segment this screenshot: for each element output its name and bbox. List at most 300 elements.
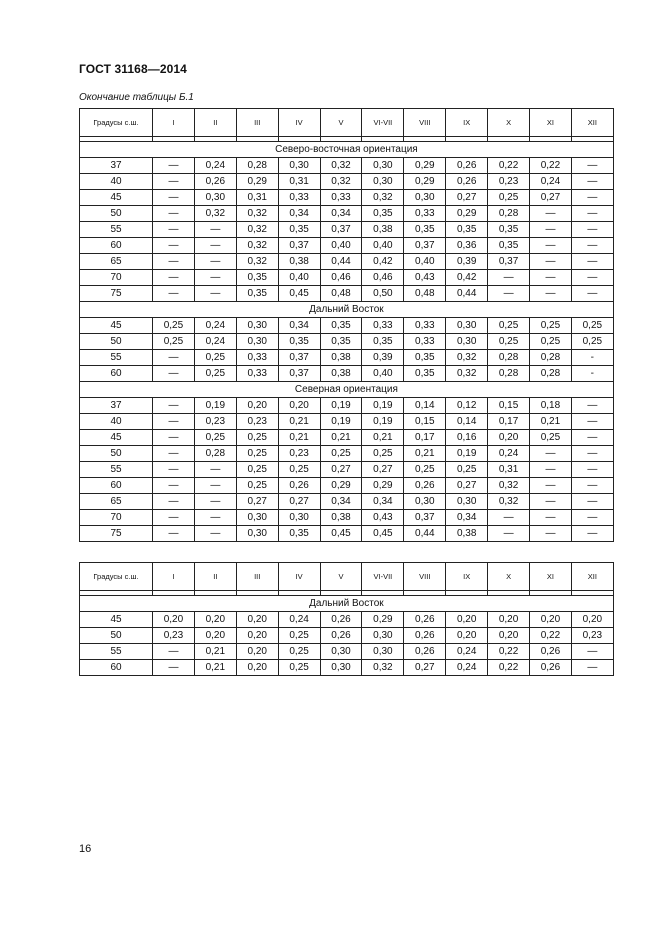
value-cell: 0,30 [446, 334, 488, 350]
column-header-month: III [236, 563, 278, 591]
value-cell: 0,27 [446, 190, 488, 206]
value-cell: 0,39 [446, 254, 488, 270]
column-header-month: IX [446, 563, 488, 591]
value-cell: 0,20 [236, 660, 278, 676]
value-cell: — [194, 270, 236, 286]
value-cell: 0,33 [362, 318, 404, 334]
value-cell: 0,21 [278, 430, 320, 446]
value-cell: 0,26 [404, 612, 446, 628]
latitude-cell: 75 [80, 286, 153, 302]
value-cell: 0,17 [488, 414, 530, 430]
table-row [80, 414, 614, 430]
value-cell: 0,17 [404, 430, 446, 446]
value-cell: 0,28 [530, 350, 572, 366]
value-cell: 0,35 [278, 334, 320, 350]
value-cell: 0,45 [320, 526, 362, 542]
value-cell: 0,25 [571, 318, 613, 334]
value-cell: — [153, 190, 195, 206]
value-cell: 0,37 [278, 238, 320, 254]
value-cell: 0,25 [278, 462, 320, 478]
value-cell: 0,20 [236, 644, 278, 660]
table-row [80, 510, 614, 526]
latitude-cell: 37 [80, 158, 153, 174]
value-cell: 0,20 [488, 430, 530, 446]
value-cell: — [153, 366, 195, 382]
table-body [80, 142, 614, 542]
value-cell: 0,27 [362, 462, 404, 478]
value-cell: 0,29 [404, 174, 446, 190]
latitude-cell: 45 [80, 612, 153, 628]
value-cell: 0,25 [236, 462, 278, 478]
value-cell: 0,48 [404, 286, 446, 302]
value-cell: 0,23 [153, 628, 195, 644]
value-cell: 0,40 [320, 238, 362, 254]
column-header-month: IX [446, 109, 488, 137]
value-cell: 0,26 [320, 612, 362, 628]
column-header-month: VI-VII [362, 563, 404, 591]
value-cell: 0,32 [488, 478, 530, 494]
value-cell: — [194, 478, 236, 494]
value-cell: 0,32 [446, 350, 488, 366]
latitude-cell: 40 [80, 414, 153, 430]
value-cell: — [153, 158, 195, 174]
value-cell: 0,14 [404, 398, 446, 414]
value-cell: - [571, 350, 613, 366]
value-cell: — [530, 478, 572, 494]
data-table-main [79, 108, 614, 542]
value-cell: 0,30 [362, 644, 404, 660]
value-cell: — [153, 238, 195, 254]
value-cell: 0,25 [488, 190, 530, 206]
value-cell: 0,44 [446, 286, 488, 302]
value-cell: — [571, 430, 613, 446]
value-cell: 0,31 [278, 174, 320, 190]
latitude-cell: 37 [80, 398, 153, 414]
value-cell: 0,37 [488, 254, 530, 270]
table-row [80, 158, 614, 174]
value-cell: 0,24 [194, 158, 236, 174]
value-cell: 0,38 [320, 366, 362, 382]
value-cell: 0,20 [236, 398, 278, 414]
page-number: 16 [79, 843, 92, 855]
value-cell: — [153, 462, 195, 478]
value-cell: 0,28 [236, 158, 278, 174]
value-cell: 0,28 [488, 366, 530, 382]
value-cell: - [571, 366, 613, 382]
value-cell: 0,32 [362, 190, 404, 206]
value-cell: 0,42 [362, 254, 404, 270]
value-cell: 0,30 [362, 174, 404, 190]
value-cell: 0,34 [278, 318, 320, 334]
document-title: ГОСТ 31168—2014 [79, 62, 187, 76]
value-cell: 0,43 [362, 510, 404, 526]
value-cell: — [194, 286, 236, 302]
value-cell: 0,25 [236, 446, 278, 462]
table-row [80, 174, 614, 190]
value-cell: 0,43 [404, 270, 446, 286]
column-header-month: V [320, 563, 362, 591]
value-cell: 0,25 [236, 430, 278, 446]
value-cell: — [571, 494, 613, 510]
value-cell: 0,23 [278, 446, 320, 462]
value-cell: 0,32 [236, 222, 278, 238]
table-row [80, 350, 614, 366]
value-cell: 0,27 [236, 494, 278, 510]
value-cell: — [571, 414, 613, 430]
value-cell: 0,20 [236, 628, 278, 644]
table-row [80, 318, 614, 334]
column-header-month: X [488, 563, 530, 591]
table-row [80, 494, 614, 510]
table-row [80, 612, 614, 628]
table-row [80, 254, 614, 270]
column-header-latitude: Градусы с.ш. [80, 109, 153, 137]
value-cell: 0,35 [278, 222, 320, 238]
value-cell: 0,30 [278, 510, 320, 526]
value-cell: 0,24 [278, 612, 320, 628]
value-cell: 0,24 [194, 334, 236, 350]
value-cell: 0,33 [278, 190, 320, 206]
table-row [80, 526, 614, 542]
value-cell: 0,27 [320, 462, 362, 478]
value-cell: — [571, 526, 613, 542]
value-cell: 0,26 [320, 628, 362, 644]
column-header-month: II [194, 563, 236, 591]
value-cell: 0,25 [194, 430, 236, 446]
value-cell: 0,28 [488, 350, 530, 366]
value-cell: 0,20 [278, 398, 320, 414]
value-cell: 0,21 [404, 446, 446, 462]
value-cell: 0,29 [236, 174, 278, 190]
section-row [80, 596, 614, 612]
value-cell: — [153, 510, 195, 526]
value-cell: 0,21 [278, 414, 320, 430]
section-row [80, 382, 614, 398]
column-header-month: VIII [404, 109, 446, 137]
value-cell: 0,25 [278, 628, 320, 644]
table-row [80, 206, 614, 222]
value-cell: 0,25 [362, 446, 404, 462]
value-cell: 0,38 [320, 510, 362, 526]
value-cell: 0,46 [362, 270, 404, 286]
value-cell: 0,33 [320, 190, 362, 206]
value-cell: 0,20 [446, 612, 488, 628]
value-cell: 0,20 [530, 612, 572, 628]
value-cell: 0,38 [446, 526, 488, 542]
value-cell: 0,29 [404, 158, 446, 174]
value-cell: 0,27 [404, 660, 446, 676]
latitude-cell: 55 [80, 350, 153, 366]
value-cell: 0,25 [320, 446, 362, 462]
value-cell: 0,42 [446, 270, 488, 286]
value-cell: 0,25 [488, 334, 530, 350]
latitude-cell: 65 [80, 254, 153, 270]
value-cell: 0,48 [320, 286, 362, 302]
value-cell: 0,20 [446, 628, 488, 644]
value-cell: 0,25 [530, 318, 572, 334]
value-cell: — [571, 478, 613, 494]
value-cell: — [571, 398, 613, 414]
latitude-cell: 45 [80, 190, 153, 206]
value-cell: 0,30 [236, 526, 278, 542]
value-cell: 0,36 [446, 238, 488, 254]
value-cell: — [153, 286, 195, 302]
latitude-cell: 50 [80, 446, 153, 462]
value-cell: — [194, 238, 236, 254]
value-cell: 0,29 [446, 206, 488, 222]
table-row [80, 478, 614, 494]
latitude-cell: 55 [80, 462, 153, 478]
value-cell: 0,25 [488, 318, 530, 334]
value-cell: 0,22 [488, 644, 530, 660]
value-cell: 0,33 [236, 350, 278, 366]
value-cell: 0,46 [320, 270, 362, 286]
value-cell: — [530, 494, 572, 510]
section-title: Северо-восточная ориентация [80, 142, 614, 158]
column-header-month: III [236, 109, 278, 137]
value-cell: 0,35 [446, 222, 488, 238]
value-cell: — [153, 644, 195, 660]
value-cell: 0,22 [488, 158, 530, 174]
table-row [80, 334, 614, 350]
value-cell: 0,27 [278, 494, 320, 510]
table-row [80, 190, 614, 206]
value-cell: 0,22 [530, 158, 572, 174]
value-cell: — [153, 206, 195, 222]
value-cell: 0,35 [236, 270, 278, 286]
value-cell: — [194, 526, 236, 542]
value-cell: 0,20 [194, 612, 236, 628]
column-header-month: XI [530, 563, 572, 591]
value-cell: 0,15 [488, 398, 530, 414]
value-cell: — [194, 222, 236, 238]
value-cell: 0,32 [236, 206, 278, 222]
latitude-cell: 50 [80, 628, 153, 644]
value-cell: — [153, 446, 195, 462]
value-cell: 0,30 [194, 190, 236, 206]
value-cell: — [153, 350, 195, 366]
column-header-month: VI-VII [362, 109, 404, 137]
value-cell: 0,34 [278, 206, 320, 222]
value-cell: — [153, 414, 195, 430]
value-cell: 0,39 [362, 350, 404, 366]
value-cell: — [571, 174, 613, 190]
value-cell: — [571, 190, 613, 206]
section-title: Дальний Восток [80, 302, 614, 318]
table-row [80, 286, 614, 302]
value-cell: 0,24 [488, 446, 530, 462]
value-cell: — [571, 660, 613, 676]
value-cell: — [194, 462, 236, 478]
value-cell: 0,26 [404, 628, 446, 644]
value-cell: 0,30 [320, 644, 362, 660]
value-cell: 0,30 [236, 510, 278, 526]
value-cell: 0,18 [530, 398, 572, 414]
latitude-cell: 65 [80, 494, 153, 510]
value-cell: — [530, 206, 572, 222]
value-cell: — [530, 270, 572, 286]
value-cell: 0,19 [320, 398, 362, 414]
value-cell: 0,24 [446, 660, 488, 676]
value-cell: — [153, 270, 195, 286]
latitude-cell: 60 [80, 660, 153, 676]
value-cell: 0,23 [236, 414, 278, 430]
value-cell: 0,33 [404, 206, 446, 222]
value-cell: — [530, 238, 572, 254]
value-cell: 0,45 [278, 286, 320, 302]
value-cell: 0,28 [194, 446, 236, 462]
value-cell: — [194, 510, 236, 526]
value-cell: — [194, 494, 236, 510]
value-cell: 0,35 [404, 350, 446, 366]
value-cell: 0,25 [404, 462, 446, 478]
value-cell: — [571, 158, 613, 174]
value-cell: 0,37 [278, 366, 320, 382]
value-cell: 0,30 [404, 190, 446, 206]
value-cell: — [153, 526, 195, 542]
value-cell: 0,19 [320, 414, 362, 430]
value-cell: 0,14 [446, 414, 488, 430]
value-cell: 0,29 [362, 612, 404, 628]
value-cell: 0,40 [404, 254, 446, 270]
value-cell: 0,35 [236, 286, 278, 302]
value-cell: 0,21 [320, 430, 362, 446]
value-cell: 0,26 [404, 644, 446, 660]
value-cell: 0,35 [404, 222, 446, 238]
value-cell: 0,33 [404, 334, 446, 350]
column-header-month: XII [571, 563, 613, 591]
value-cell: 0,37 [320, 222, 362, 238]
value-cell: 0,25 [278, 644, 320, 660]
value-cell: — [153, 660, 195, 676]
value-cell: 0,31 [236, 190, 278, 206]
value-cell: — [571, 286, 613, 302]
value-cell: 0,37 [404, 238, 446, 254]
value-cell: 0,32 [236, 254, 278, 270]
header-row [80, 109, 614, 137]
column-header-month: XI [530, 109, 572, 137]
section-title: Северная ориентация [80, 382, 614, 398]
value-cell: — [571, 446, 613, 462]
value-cell: 0,19 [194, 398, 236, 414]
value-cell: 0,44 [404, 526, 446, 542]
value-cell: 0,35 [278, 526, 320, 542]
value-cell: 0,38 [362, 222, 404, 238]
value-cell: 0,45 [362, 526, 404, 542]
value-cell: 0,32 [236, 238, 278, 254]
value-cell: 0,28 [530, 366, 572, 382]
value-cell: — [488, 286, 530, 302]
value-cell: 0,28 [488, 206, 530, 222]
value-cell: 0,40 [362, 238, 404, 254]
table-row [80, 222, 614, 238]
value-cell: — [153, 222, 195, 238]
value-cell: 0,25 [278, 660, 320, 676]
value-cell: 0,20 [488, 628, 530, 644]
value-cell: 0,15 [404, 414, 446, 430]
value-cell: 0,25 [194, 366, 236, 382]
latitude-cell: 45 [80, 318, 153, 334]
table-header [80, 109, 614, 142]
value-cell: 0,35 [404, 366, 446, 382]
latitude-cell: 75 [80, 526, 153, 542]
latitude-cell: 70 [80, 510, 153, 526]
value-cell: 0,21 [194, 660, 236, 676]
value-cell: 0,35 [362, 206, 404, 222]
value-cell: 0,26 [446, 158, 488, 174]
value-cell: — [571, 222, 613, 238]
column-header-month: VIII [404, 563, 446, 591]
value-cell: 0,20 [236, 612, 278, 628]
section-row [80, 142, 614, 158]
value-cell: 0,34 [446, 510, 488, 526]
value-cell: 0,26 [530, 644, 572, 660]
column-header-month: XII [571, 109, 613, 137]
column-header-month: II [194, 109, 236, 137]
value-cell: 0,27 [446, 478, 488, 494]
table-row [80, 462, 614, 478]
table-row [80, 430, 614, 446]
value-cell: 0,20 [488, 612, 530, 628]
value-cell: 0,32 [320, 174, 362, 190]
value-cell: 0,25 [530, 430, 572, 446]
latitude-cell: 45 [80, 430, 153, 446]
value-cell: 0,30 [446, 494, 488, 510]
value-cell: — [153, 398, 195, 414]
value-cell: 0,23 [194, 414, 236, 430]
value-cell: 0,26 [194, 174, 236, 190]
column-header-latitude: Градусы с.ш. [80, 563, 153, 591]
value-cell: 0,25 [194, 350, 236, 366]
value-cell: 0,37 [404, 510, 446, 526]
latitude-cell: 50 [80, 334, 153, 350]
value-cell: — [530, 222, 572, 238]
latitude-cell: 55 [80, 222, 153, 238]
value-cell: 0,23 [571, 628, 613, 644]
value-cell: 0,29 [362, 478, 404, 494]
value-cell: 0,30 [446, 318, 488, 334]
value-cell: 0,35 [320, 318, 362, 334]
section-title: Дальний Восток [80, 596, 614, 612]
value-cell: 0,25 [571, 334, 613, 350]
value-cell: 0,33 [236, 366, 278, 382]
value-cell: — [530, 510, 572, 526]
value-cell: 0,35 [362, 334, 404, 350]
value-cell: 0,38 [278, 254, 320, 270]
value-cell: 0,21 [194, 644, 236, 660]
value-cell: — [153, 430, 195, 446]
value-cell: 0,22 [488, 660, 530, 676]
value-cell: 0,24 [530, 174, 572, 190]
value-cell: — [571, 644, 613, 660]
value-cell: 0,12 [446, 398, 488, 414]
value-cell: 0,24 [446, 644, 488, 660]
value-cell: 0,27 [530, 190, 572, 206]
value-cell: 0,20 [153, 612, 195, 628]
header-row [80, 563, 614, 591]
value-cell: — [571, 206, 613, 222]
value-cell: 0,31 [488, 462, 530, 478]
value-cell: 0,30 [362, 158, 404, 174]
value-cell: 0,24 [194, 318, 236, 334]
value-cell: — [153, 174, 195, 190]
value-cell: 0,50 [362, 286, 404, 302]
column-header-month: IV [278, 563, 320, 591]
value-cell: 0,30 [236, 334, 278, 350]
value-cell: 0,30 [362, 628, 404, 644]
table-row [80, 644, 614, 660]
column-header-month: X [488, 109, 530, 137]
